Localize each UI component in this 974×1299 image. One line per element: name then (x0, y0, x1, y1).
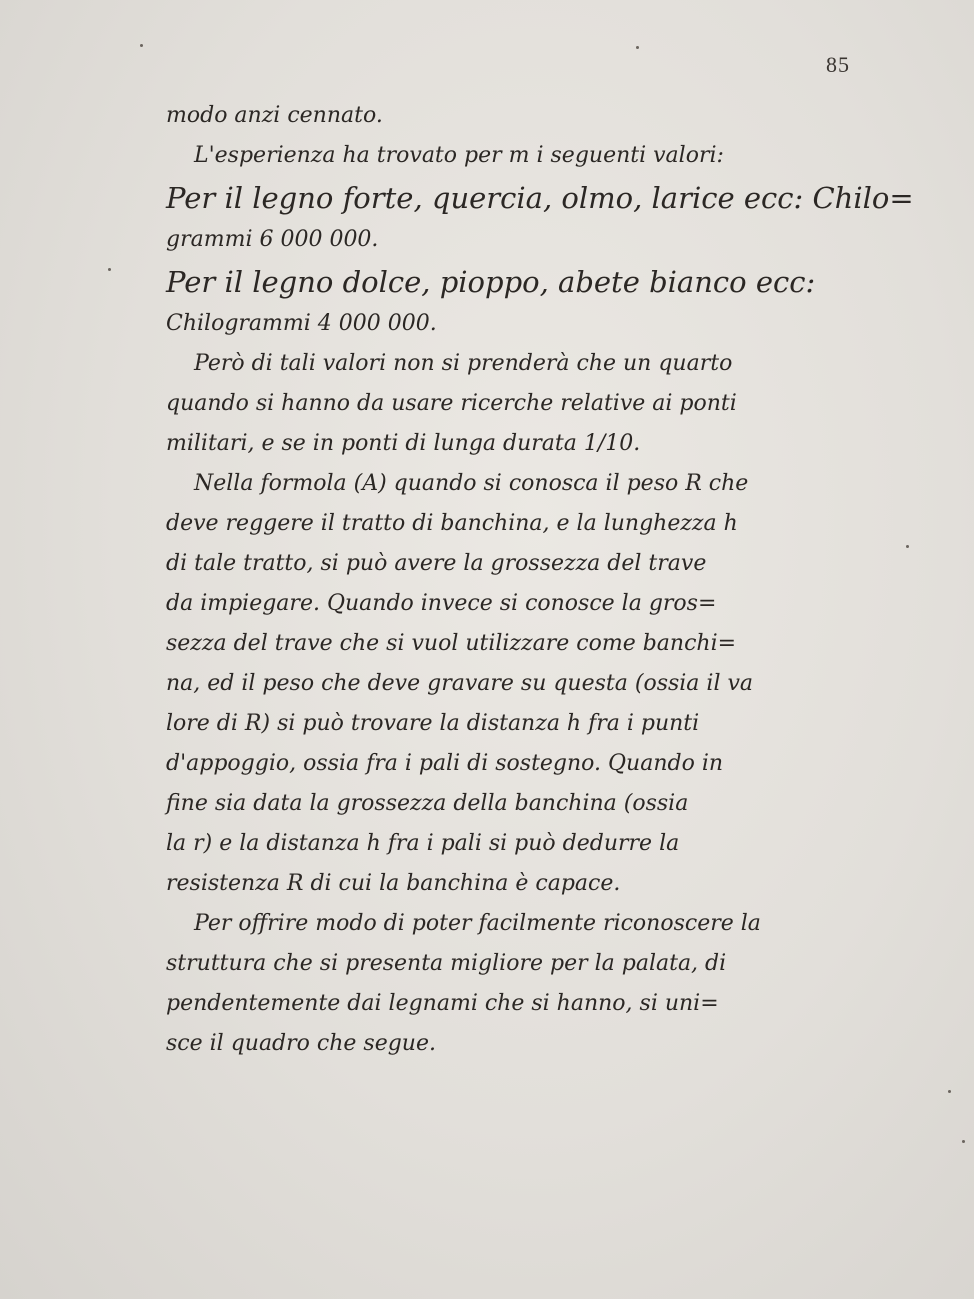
paper-speck (140, 44, 143, 47)
text-line: la r) e la distanza h fra i pali si può dedurre la (166, 831, 680, 856)
paper-speck (962, 1140, 965, 1143)
text-line: Però di tali valori non si prenderà che un quarto (194, 351, 733, 376)
text-line: quando si hanno da usare ricerche relative ai ponti (166, 391, 737, 416)
text-line: Nella formola (A) quando si conosca il peso R che (194, 471, 749, 496)
handwritten-text-block (166, 96, 914, 1064)
text-line: sezza del trave che si vuol utilizzare come banchi= (166, 631, 737, 656)
paper-speck (108, 268, 111, 271)
paper-speck (948, 1090, 951, 1093)
text-line: lore di R) si può trovare la distanza h fra i punti (166, 711, 700, 736)
text-line: Per offrire modo di poter facilmente riconoscere la (194, 911, 761, 936)
page-number: 85 (826, 52, 850, 77)
text-line: resistenza R di cui la banchina è capace. (166, 871, 621, 896)
paper-speck (636, 46, 639, 49)
paper-speck (906, 545, 909, 548)
text-line: d'appoggio, ossia fra i pali di sostegno. Quando in (166, 751, 724, 776)
text-line: grammi 6 000 000. (166, 227, 379, 252)
text-line: da impiegare. Quando invece si conosce la gros= (166, 591, 717, 616)
text-line: deve reggere il tratto di banchina, e la lunghezza h (166, 511, 738, 536)
text-line: modo anzi cennato. (166, 103, 383, 128)
text-line: Chilogrammi 4 000 000. (166, 311, 437, 336)
text-line: fine sia data la grossezza della banchina (ossia (166, 791, 689, 816)
text-line: Per il legno forte, quercia, olmo, larice ecc: Chilo= (166, 181, 914, 215)
text-line: L'esperienza ha trovato per m i seguenti valori: (194, 143, 724, 168)
text-line: na, ed il peso che deve gravare su questa (ossia il va (166, 671, 754, 696)
text-line: struttura che si presenta migliore per la palata, di (166, 951, 727, 976)
text-line: Per il legno dolce, pioppo, abete bianco ecc: (166, 265, 816, 299)
text-line: pendentemente dai legnami che si hanno, si uni= (166, 991, 719, 1016)
text-line: sce il quadro che segue. (166, 1031, 436, 1056)
text-line: militari, e se in ponti di lunga durata 1/10. (166, 431, 641, 456)
text-line: di tale tratto, si può avere la grossezza del trave (166, 551, 707, 576)
